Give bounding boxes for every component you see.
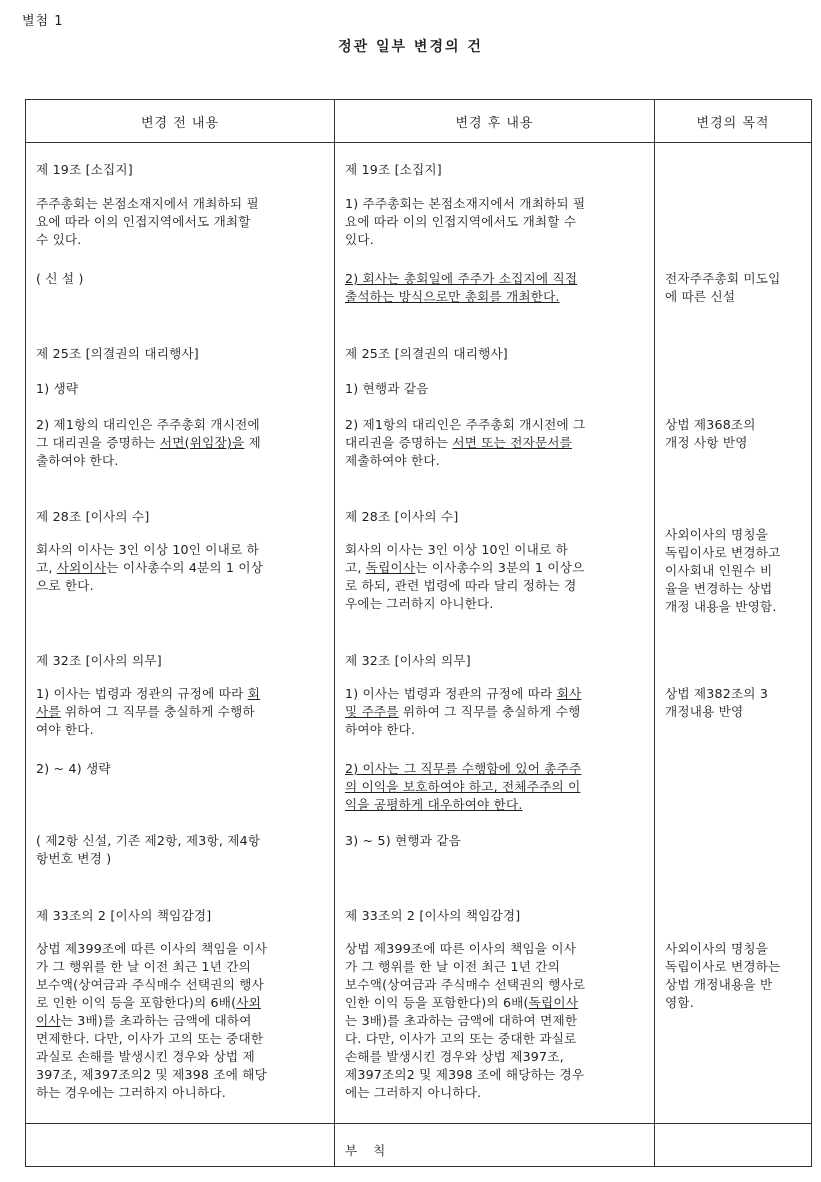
text-line: 사외이사의 명칭을 xyxy=(665,527,769,542)
text-line: 익을 공평하게 대우하여야 한다. xyxy=(345,797,523,812)
text-line: 고, 사외이사는 이사총수의 4분의 1 이상 xyxy=(36,560,264,575)
text-line: 요에 따라 이의 인접지역에서도 개최할 xyxy=(36,214,251,229)
text-line: 1) 주주총회는 본점소재지에서 개최하되 필 xyxy=(345,196,586,211)
header-before: 변경 전 내용 xyxy=(26,100,335,143)
text-line: 2) 회사는 총회일에 주주가 소집지에 직접 xyxy=(345,271,578,286)
after-art19-para1 xyxy=(345,195,645,249)
text-line: 손해를 발생시킨 경우와 상법 제397조, xyxy=(345,1049,564,1064)
underlined-text: 이사 xyxy=(36,1013,61,1028)
before-art25-title: 제 25조 [의결권의 대리행사] xyxy=(36,346,199,361)
text-line: 하여야 한다. xyxy=(345,722,416,737)
text-line: 전자주주총회 미도입 xyxy=(665,271,781,286)
purpose-art32 xyxy=(665,685,811,721)
text-line: 개정 내용을 반영함. xyxy=(665,599,777,614)
underlined-text: 회사 xyxy=(556,686,582,701)
text-line: 이사는 3배)를 초과하는 금액에 대하여 xyxy=(36,1013,252,1028)
text-line: 인한 이익 등을 포함한다)의 6배(독립이사 xyxy=(345,995,579,1010)
text-line: 사를 위하여 그 직무를 충실하게 수행하 xyxy=(36,704,255,719)
text-line: 고, 독립이사는 이사총수의 3분의 1 이상으 xyxy=(345,560,585,575)
amendment-table xyxy=(25,99,812,1167)
appendix-after-cell xyxy=(335,1124,655,1167)
text-line: 개정 사항 반영 xyxy=(665,435,748,450)
text-line: 에 따른 신설 xyxy=(665,289,736,304)
underlined-text: 사를 xyxy=(36,704,61,719)
text-line: 보수액(상여금과 주식매수 선택권의 행사로 xyxy=(345,977,586,992)
text-line: 있다. xyxy=(345,232,374,247)
text-line: 면제한다. 다만, 이사가 고의 또는 중대한 xyxy=(36,1031,264,1046)
underlined-text: 서면 또는 전자문서를 xyxy=(452,435,573,450)
text-line: 으로 한다. xyxy=(36,578,94,593)
text-line: 항번호 변경 ) xyxy=(36,851,112,866)
text-line: 과실로 손해를 발생시킨 경우와 상법 제 xyxy=(36,1049,255,1064)
text-line: 출석하는 방식으로만 총회를 개최한다. xyxy=(345,289,560,304)
appendix-row xyxy=(26,1124,812,1167)
text-line: 사외이사의 명칭을 xyxy=(665,941,769,956)
text-line: 출하여야 한다. xyxy=(36,453,119,468)
document-title: 정관 일부 변경의 건 xyxy=(338,39,483,55)
purpose-column xyxy=(655,143,812,1124)
text-line: 에는 그러하지 아니하다. xyxy=(345,1085,482,1100)
text-line: 그 대리권을 증명하는 서면(위임장)을 제 xyxy=(36,435,261,450)
after-art33-2-title: 제 33조의 2 [이사의 책임감경] xyxy=(345,908,521,923)
after-art32-para3: 3) ~ 5) 현행과 같음 xyxy=(345,833,462,848)
text-line: 회사의 이사는 3인 이상 10인 이내로 하 xyxy=(345,542,568,557)
after-art19-title: 제 19조 [소집지] xyxy=(345,162,442,177)
purpose-art28 xyxy=(665,526,811,616)
before-art33-2-title: 제 33조의 2 [이사의 책임감경] xyxy=(36,908,212,923)
after-art32-para2 xyxy=(345,760,645,814)
underlined-text: 독립이사 xyxy=(365,560,416,575)
before-art19-para1 xyxy=(36,195,336,249)
text-line: 1) 이사는 법령과 정관의 규정에 따라 회 xyxy=(36,686,261,701)
text-line: 상법 제399조에 따른 이사의 책임을 이사 xyxy=(36,941,268,956)
text-line: 397조, 제397조의2 및 제398 조에 해당 xyxy=(36,1067,267,1082)
purpose-art33-2 xyxy=(665,940,811,1012)
text-line: ( 제2항 신설, 기존 제2항, 제3항, 제4항 xyxy=(36,833,261,848)
header-after: 변경 후 내용 xyxy=(335,100,655,143)
header-row xyxy=(26,100,812,143)
before-art32-para1 xyxy=(36,685,336,739)
after-art25-title: 제 25조 [의결권의 대리행사] xyxy=(345,346,508,361)
text-line: 율을 변경하는 상법 xyxy=(665,581,773,596)
text-line: 상법 개정내용을 반 xyxy=(665,977,773,992)
text-line: 가 그 행위를 한 날 이전 최근 1년 간의 xyxy=(345,959,560,974)
underlined-text: 서면(위임장)을 xyxy=(159,435,245,450)
text-line: 제출하여야 한다. xyxy=(345,453,440,468)
before-art28-title: 제 28조 [이사의 수] xyxy=(36,509,150,524)
text-line: 2) 이사는 그 직무를 수행함에 있어 총주주 xyxy=(345,761,582,776)
text-line: 여야 한다. xyxy=(36,722,94,737)
text-line: 상법 제382조의 3 xyxy=(665,686,769,701)
before-art19-new: ( 신 설 ) xyxy=(36,271,84,286)
appendix-purpose-cell xyxy=(655,1124,812,1167)
underlined-text: 회 xyxy=(247,686,261,701)
text-line: 1) 이사는 법령과 정관의 규정에 따라 회사 xyxy=(345,686,582,701)
appendix-before-cell xyxy=(26,1124,335,1167)
text-line: 주주총회는 본점소재지에서 개최하되 필 xyxy=(36,196,259,211)
text-line: 이사회내 인원수 비 xyxy=(665,563,773,578)
text-line: 회사의 이사는 3인 이상 10인 이내로 하 xyxy=(36,542,259,557)
text-line: 영함. xyxy=(665,995,694,1010)
text-line: 수 있다. xyxy=(36,232,82,247)
before-art32-title: 제 32조 [이사의 의무] xyxy=(36,653,162,668)
text-line: 가 그 행위를 한 날 이전 최근 1년 간의 xyxy=(36,959,251,974)
after-art19-para2 xyxy=(345,270,645,306)
after-art28-title: 제 28조 [이사의 수] xyxy=(345,509,459,524)
text-line: 우에는 그러하지 아니한다. xyxy=(345,596,494,611)
header-purpose: 변경의 목적 xyxy=(655,100,812,143)
content-row xyxy=(26,143,812,1124)
before-art32-para2: 2) ~ 4) 생략 xyxy=(36,761,111,776)
text-line: 상법 제368조의 xyxy=(665,417,756,432)
text-line: 로 인한 이익 등을 포함한다)의 6배(사외 xyxy=(36,995,261,1010)
purpose-art25 xyxy=(665,416,811,452)
after-art33-2-body xyxy=(345,940,645,1102)
text-line: 독립이사로 변경하고 xyxy=(665,545,781,560)
before-art28-para1 xyxy=(36,541,336,595)
text-line: 제397조의2 및 제398 조에 해당하는 경우 xyxy=(345,1067,585,1082)
text-line: 요에 따라 이의 인접지역에서도 개최할 수 xyxy=(345,214,577,229)
text-line: 로 하되, 관련 법령에 따라 달리 정하는 경 xyxy=(345,578,577,593)
text-line: 대리권을 증명하는 서면 또는 전자문서를 xyxy=(345,435,573,450)
text-line: 의 이익을 보호하여야 하고, 전체주주의 이 xyxy=(345,779,581,794)
underlined-text: 독립이사 xyxy=(528,995,579,1010)
after-column xyxy=(335,143,655,1124)
text-line: 다. 다만, 이사가 고의 또는 중대한 과실로 xyxy=(345,1031,577,1046)
after-art25-para2 xyxy=(345,416,645,470)
before-art33-2-body xyxy=(36,940,336,1102)
text-line: 2) 제1항의 대리인은 주주총회 개시전에 xyxy=(36,417,260,432)
purpose-art19 xyxy=(665,270,811,306)
text-line: 보수액(상여금과 주식매수 선택권의 행사 xyxy=(36,977,264,992)
text-line: 2) 제1항의 대리인은 주주총회 개시전에 그 xyxy=(345,417,586,432)
before-art19-title: 제 19조 [소집지] xyxy=(36,162,133,177)
appendix-label: 부 칙 xyxy=(345,1143,392,1158)
before-art25-para2 xyxy=(36,416,336,470)
before-art25-para1: 1) 생략 xyxy=(36,381,79,396)
underlined-text: 사외 xyxy=(236,995,261,1010)
after-art32-para1 xyxy=(345,685,645,739)
text-line: 개정내용 반영 xyxy=(665,704,744,719)
after-art32-title: 제 32조 [이사의 의무] xyxy=(345,653,471,668)
underlined-text: 사외이사 xyxy=(56,560,107,575)
text-line: 및 주주를 위하여 그 직무를 충실하게 수행 xyxy=(345,704,581,719)
after-art25-para1: 1) 현행과 같음 xyxy=(345,381,429,396)
after-art28-para1 xyxy=(345,541,645,613)
text-line: 는 3배)를 초과하는 금액에 대하여 면제한 xyxy=(345,1013,578,1028)
before-column xyxy=(26,143,335,1124)
text-line: 하는 경우에는 그러하지 아니하다. xyxy=(36,1085,226,1100)
attachment-label: 별첨 1 xyxy=(22,14,64,29)
before-art32-note xyxy=(36,832,336,868)
underlined-text: 및 주주를 xyxy=(345,704,399,719)
text-line: 독립이사로 변경하는 xyxy=(665,959,781,974)
text-line: 상법 제399조에 따른 이사의 책임을 이사 xyxy=(345,941,577,956)
